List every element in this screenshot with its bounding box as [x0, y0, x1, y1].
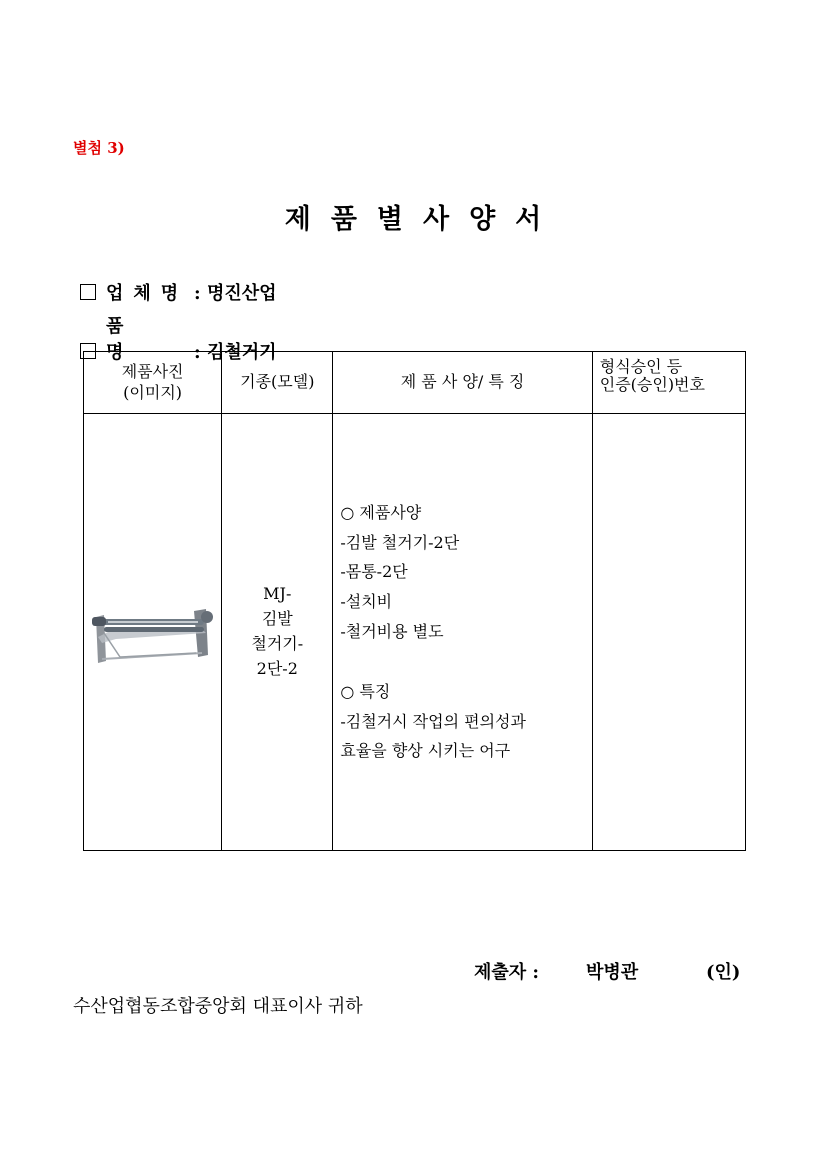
checkbox-icon — [80, 284, 96, 300]
spec-heading: ○ 제품사양 — [340, 503, 422, 523]
header-photo-line1: 제품사진 — [121, 361, 184, 381]
cert-number-cell — [592, 414, 745, 851]
header-cert — [592, 352, 745, 414]
feature-line: 효율을 향상 시키는 어구 — [340, 741, 511, 761]
model-line: MJ- — [263, 584, 292, 604]
model-cell — [222, 414, 333, 851]
feature-heading: ○ 특징 — [340, 682, 391, 702]
spacer — [340, 646, 591, 677]
spec-item: -김발 철거기-2단 — [340, 532, 460, 552]
submitter-label: 제출자 : — [474, 962, 540, 983]
seal-mark: (인) — [706, 962, 741, 983]
table-row — [84, 414, 746, 851]
addressee: 수산업협동조합중앙회 대표이사 귀하 — [73, 996, 363, 1017]
product-photo-cell — [84, 414, 222, 851]
feature-line: -김철거시 작업의 편의성과 — [340, 711, 526, 731]
company-separator: : — [194, 283, 201, 304]
attachment-label: 별첨 3) — [73, 139, 125, 157]
company-label: 업체명 — [106, 283, 189, 304]
spec-item: -설치비 — [340, 591, 393, 611]
product-name: 김철거기 — [206, 342, 277, 363]
header-photo-line2: (이미지) — [123, 382, 183, 402]
model-line: 김발 — [261, 609, 293, 629]
spec-item: -철거비용 별도 — [340, 621, 444, 641]
header-cert-line2: 인증(승인)번호 — [599, 375, 705, 395]
product-separator: : — [194, 342, 201, 363]
submitter-line — [474, 958, 740, 984]
company-line — [80, 279, 277, 305]
header-cert-line1: 형식승인 등 — [599, 357, 683, 376]
spec-item: -몸통-2단 — [340, 562, 408, 582]
company-name: 명진산업 — [206, 283, 277, 304]
table-header-row — [84, 352, 746, 414]
header-spec: 제 품 사 양/ 특 징 — [333, 352, 592, 414]
header-model: 기종(모델) — [222, 352, 333, 414]
product-label: 품명 — [106, 316, 168, 363]
model-line: 철거기- — [251, 634, 304, 653]
document-title: 제품별사양서 — [284, 204, 562, 235]
submitter-name: 박병관 — [586, 962, 639, 983]
model-line: 2단-2 — [256, 658, 298, 678]
product-photo — [90, 597, 216, 667]
header-photo — [84, 352, 222, 414]
spec-cell — [333, 414, 592, 851]
spec-table — [83, 351, 746, 851]
